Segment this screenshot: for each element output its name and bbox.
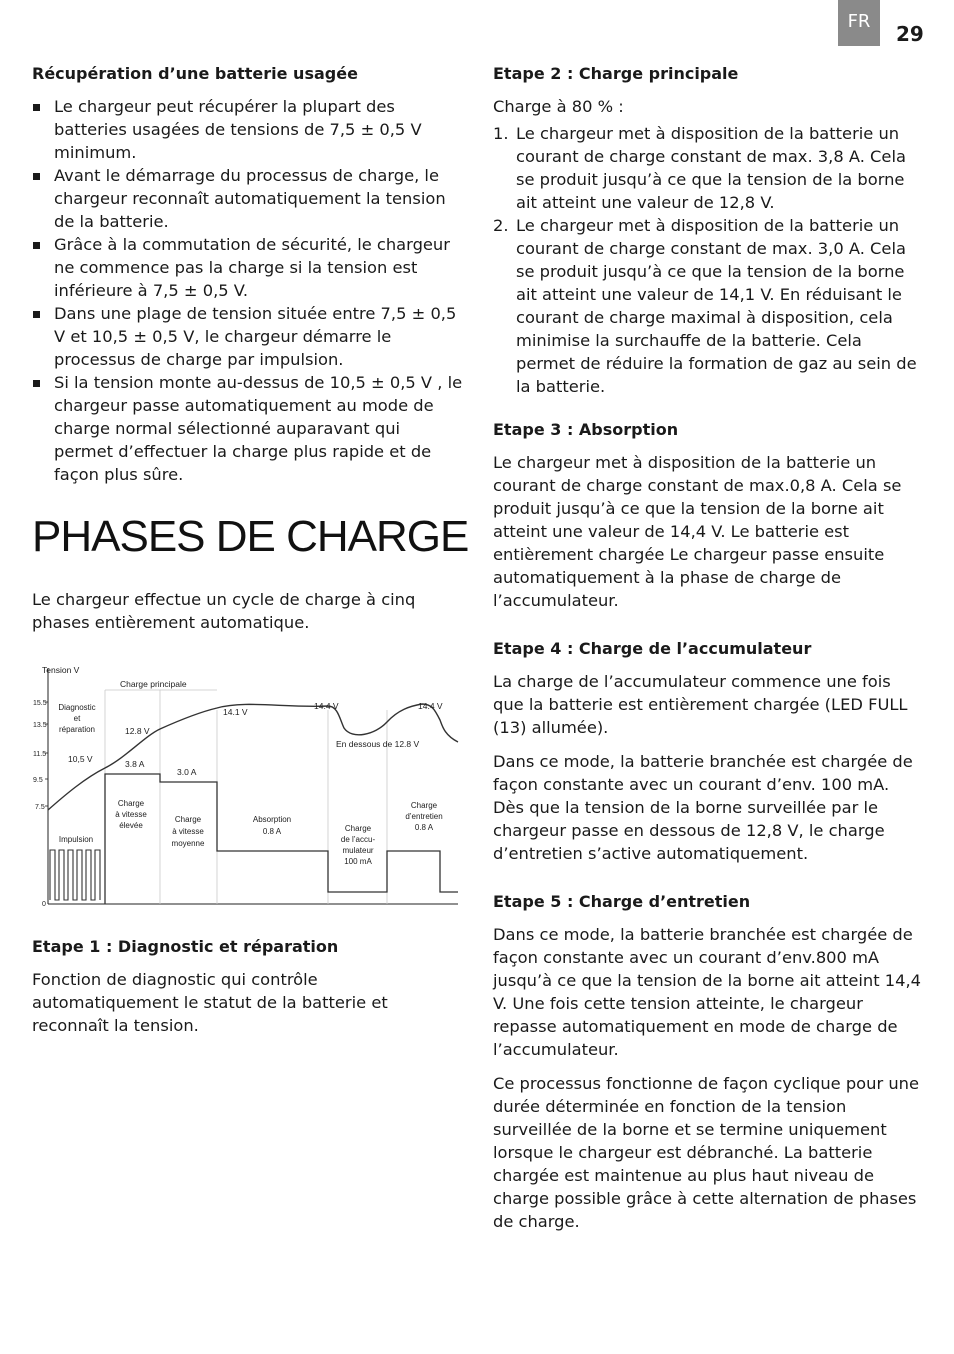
- list-item: Avant le démarrage du processus de charge, le chargeur reconnaît automatiquement la tension de la batterie.: [32, 164, 464, 233]
- step1-section: [32, 935, 464, 1048]
- list-item: Dans une plage de tension située entre 7,5 ± 0,5 V et 10,5 ± 0,5 V, le chargeur démarre le processus de charge par impulsion.: [32, 302, 464, 371]
- y-tick-label: 15.5: [33, 700, 47, 707]
- section-title: PHASES DE CHARGE: [32, 512, 469, 561]
- step4-paragraph: La charge de l’accumulateur commence une fois que la batterie est entièrement chargée (LED FULL (13) allumée).: [493, 672, 908, 737]
- current-profile: [105, 774, 458, 904]
- step1-text: Fonction de diagnostic qui contrôle automatiquement le statut de la batterie et reconnaît la tension.: [32, 970, 388, 1035]
- charge-phases-chart: [30, 660, 462, 910]
- phase-label: et: [73, 714, 81, 723]
- voltage-label: En dessous de 12.8 V: [336, 739, 420, 749]
- recovery-list: [32, 95, 464, 486]
- step5-heading: Etape 5 : Charge d’entretien: [493, 892, 751, 911]
- phase-label: à vitesse: [115, 810, 147, 819]
- list-item: 2. Le chargeur met à disposition de la batterie un courant de charge constant de max. 3,0 A. Cela se produit jusqu’à ce que la tension de la borne ait atteint une valeur de 14,1 V. En réduisant le courant de charge maximal à disposition, cela minimise la surchauffe de la batterie. Cela permet de réduire la formation de gaz au sein de la batterie.: [493, 216, 917, 396]
- phase-separators: [105, 690, 387, 904]
- y-tick-label: 9.5: [33, 777, 43, 784]
- voltage-label: 14.4 V: [418, 701, 443, 711]
- voltage-label: 12.8 V: [125, 726, 150, 736]
- step4-paragraph: Dans ce mode, la batterie branchée est chargée de façon constante avec un courant d’env. 100 mA. Dès que la tension de la borne surveillée par le chargeur passe en dessous de 12,8 V, le charge d’entretien s’active automatiquement.: [493, 752, 913, 863]
- step2-heading: Etape 2 : Charge principale: [493, 64, 739, 83]
- y-tick-label: 7.5: [35, 804, 45, 811]
- phase-label: Diagnostic: [58, 703, 96, 712]
- chart-svg: [30, 660, 462, 910]
- current-label: 3.8 A: [125, 759, 145, 769]
- recovery-heading: Récupération d’une batterie usagée: [32, 64, 358, 83]
- phase-labels: [58, 703, 442, 866]
- phase-label: d’entretien: [405, 812, 443, 821]
- phase-label: 0.8 A: [262, 827, 282, 836]
- step1-heading: Etape 1 : Diagnostic et réparation: [32, 937, 339, 956]
- step4-heading: Etape 4 : Charge de l’accumulateur: [493, 639, 812, 658]
- y-axis-label: Tension V: [42, 665, 80, 675]
- list-item: Grâce à la commutation de sécurité, le chargeur ne commence pas la charge si la tension est inférieure à 7,5 ± 0,5 V.: [32, 233, 464, 302]
- y-tick-label: 0: [42, 901, 46, 908]
- current-label: 3.0 A: [177, 767, 197, 777]
- phase-label: Impulsion: [58, 835, 94, 844]
- phase-label: 0.8 A: [414, 823, 434, 832]
- phase-label: moyenne: [171, 839, 205, 848]
- y-ticks: [33, 700, 48, 908]
- phase-label: Charge: [410, 801, 438, 810]
- voltage-label: 14.1 V: [223, 707, 248, 717]
- step2-list: [493, 122, 925, 398]
- voltage-curve: [48, 704, 458, 810]
- phase-label: 100 mA: [344, 857, 372, 866]
- step3-heading: Etape 3 : Absorption: [493, 420, 679, 439]
- phase-label: de l’accu-: [340, 835, 376, 844]
- phase-header-label: Charge principale: [120, 679, 187, 689]
- impulse-pulses: [50, 850, 100, 900]
- phase-label: mulateur: [342, 846, 374, 855]
- y-tick-label: 13.5: [33, 722, 47, 729]
- intro-paragraph: Le chargeur effectue un cycle de charge à cinq phases entièrement automatique.: [32, 590, 416, 632]
- page-number: 29: [896, 22, 924, 46]
- phase-label: Charge: [117, 799, 145, 808]
- phase-label: à vitesse: [172, 827, 204, 836]
- step2-intro: Charge à 80 % :: [493, 97, 624, 116]
- step5-paragraph: Dans ce mode, la batterie branchée est chargée de façon constante avec un courant d’env.800 mA jusqu’à ce que la tension de la borne ait atteint 14,4 V. Une fois cette tension atteinte, le chargeur repasse automatiquement en mode de charge de l’accumulateur.: [493, 925, 922, 1059]
- list-item: Si la tension monte au-dessus de 10,5 ± 0,5 V , le chargeur passe automatiquement au mode de charge normal sélectionné auparavant qui permet d’effectuer la charge plus rapide et de façon plus sûre.: [32, 371, 464, 486]
- list-item: Le chargeur peut récupérer la plupart des batteries usagées de tensions de 7,5 ± 0,5 V minimum.: [32, 95, 464, 164]
- phase-label: élevée: [119, 821, 143, 830]
- left-column: [32, 62, 464, 486]
- phase-label: Charge: [174, 815, 202, 824]
- list-item: 1. Le chargeur met à disposition de la batterie un courant de charge constant de max. 3,8 A. Cela se produit jusqu’à ce que la tension de la borne ait atteint une valeur de 12,8 V.: [493, 124, 906, 212]
- phase-label: réparation: [58, 725, 96, 734]
- step3-text: Le chargeur met à disposition de la batterie un courant de charge constant de max.0,8 A. Cela se produit jusqu’à ce que la tension de la borne ait atteint une valeur de 14,4 V. Le batterie est entièrement chargée Le chargeur passe ensuite automatiquement à la phase de charge de l’accumulateur.: [493, 453, 902, 610]
- right-column: [493, 62, 925, 1244]
- phase-label: Charge: [344, 824, 372, 833]
- phase-label: Absorption: [252, 815, 292, 824]
- voltage-label: 14.4 V: [314, 701, 339, 711]
- voltage-label: 10,5 V: [68, 754, 93, 764]
- y-tick-label: 11.5: [33, 751, 47, 758]
- step5-paragraph: Ce processus fonctionne de façon cyclique pour une durée déterminée en fonction de la tension surveillée de la borne et se termine uniquement lorsque le chargeur est débranché. La batterie chargée est maintenue au plus haut niveau de charge possible grâce à cette alternation de phases de charge.: [493, 1074, 919, 1231]
- language-tab: FR: [838, 0, 880, 46]
